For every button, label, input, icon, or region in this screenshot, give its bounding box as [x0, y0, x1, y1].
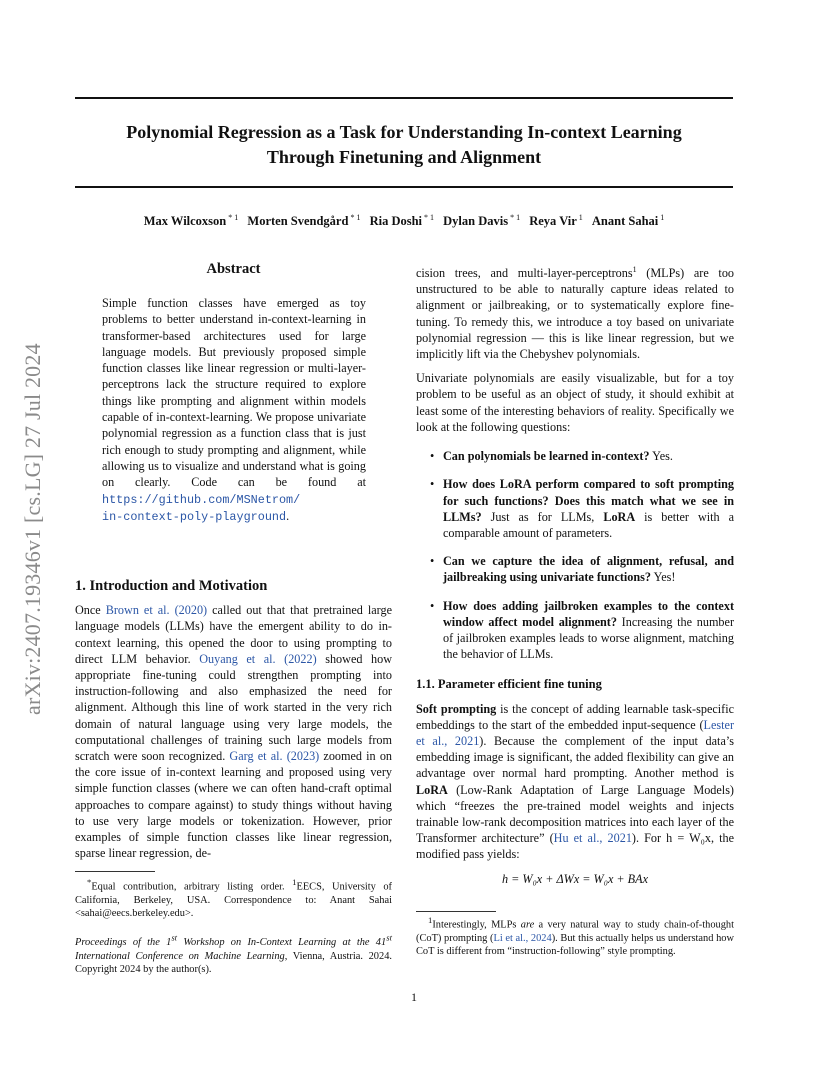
abstract-heading: Abstract [206, 261, 261, 277]
cite-hu[interactable]: Hu et al., 2021 [553, 831, 632, 846]
peft-paragraph: Soft prompting is the concept of adding learnable task-specific embeddings to the start of the embedded input-sequence (Lester et al., 2021). Because the complement of the input data’s embedding image is significant, the added flexibility can give an advantage over normal hard prompting. Another method is LoRA (Low-Rank Adaptation of Large Language Models) which “freezes the pre-trained model weights and injects trainable low-rank decomposition matrices into each layer of the Transformer architecture” (Hu et al., 2021). For h = W₀x, the modified pass yields: [416, 701, 734, 862]
title-line-1: Polynomial Regression as a Task for Understanding In-context Learning [126, 122, 682, 142]
footnote-mlp: $^1$Interestingly, MLPs are a very natural way to study chain-of-thought (CoT) prompting (Li et al., 2024). But this actually helps us understand how CoT is different from “instruction-following” style prompting. [416, 915, 735, 958]
question-4: • How does adding jailbroken examples to the context window affect model alignment? Increasing the number of jailbroken examples leads to worse alignment, matching the behavior of LLMs. [416, 598, 734, 663]
cite-lester[interactable]: Lester et al., 2021 [416, 717, 734, 748]
question-list [416, 448, 734, 662]
abstract-body: Simple function classes have emerged as toy problems to better understand in-context-learning in transformer-based architectures used for large language models. But previously proposed simple function classes like linear regression or multi-layer-perceptrons lack the structure required to explore things like prompting and alignment within models capable of in-context-learning. We propose univariate polynomial regression as a function class that is just rich enough to study prompting and alignment, while allowing us to visualize and understand what is going on clearly. Code can be found at https://github.com/MSNetrom/ in-context-poly-playground. [102, 296, 366, 524]
author-4: Dylan Davis $^{* 1}$ [443, 213, 521, 229]
question-3: • Can we capture the idea of alignment, refusal, and jailbreaking using univariate functions? Yes! [416, 553, 734, 585]
arxiv-stamp: arXiv:2407.19346v1 [cs.LG] 27 Jul 2024 [20, 343, 45, 715]
footnote-proceedings: Proceedings of the 1st Workshop on In-Context Learning at the 41st International Conference on Machine Learning, Vienna, Austria. 2024. Copyright 2024 by the author(s). [75, 932, 392, 976]
cite-garg[interactable]: Garg et al. (2023) [229, 749, 320, 764]
author-5: Reya Vir $^1$ [529, 213, 583, 229]
cite-brown[interactable]: Brown et al. (2020) [105, 603, 208, 618]
author-3: Ria Doshi $^{* 1}$ [369, 213, 435, 229]
footnote-left [75, 876, 392, 977]
footnote-affiliation: *Equal contribution, arbitrary listing order. $^1$EECS, University of California, Berkeley, USA. Correspondence to: Anant Sahai <sahai@eecs.berkeley.edu>. [75, 877, 393, 920]
footnote-right [416, 914, 734, 959]
subsection-heading: 1.1. Parameter efficient fine tuning [416, 677, 602, 692]
author-list [75, 213, 733, 229]
right-paragraph-1: cision trees, and multi-layer-perceptrons$^1$ (MLPs) are too unstructured to be able to naturally capture ideas related to alignment or jailbreaking, or to systematically explore fine-tuning. To remedy this, we introduce a toy based on univariate polynomial regression — this is like linear regression, but we implicitly lift via the Chebyshev polynomials. [416, 265, 735, 362]
cite-ouyang[interactable]: Ouyang et al. (2022) [199, 651, 317, 666]
page-number: 1 [411, 990, 417, 1004]
right-column [416, 262, 734, 887]
intro-paragraph: Once Brown et al. (2020) called out that that pretrained large language models (LLMs) have the emergent ability to do in-context learning, this opened the door to using prompting to direct LLM behavior. Ouyang et al. (2022) showed how appropriate fine-tuning could strengthen prompting into instruction-following and also emphasized the need for alignment. Although this line of work started in the very rich domain of natural language using very large models, the computational challenges of training such large models from scratch were soon recognized. Garg et al. (2023) zoomed in on the core issue of in-context learning and proposed using very simple function classes (where we can often hand-craft optimal approaches to compare against) to study things without having to use very large models or tokenization. However, prior examples of simple function classes like linear regression, sparse linear regression, de- [75, 603, 393, 861]
intro-section [75, 578, 392, 861]
cite-li[interactable]: Li et al., 2024 [493, 932, 552, 944]
question-2: • How does LoRA perform compared to soft prompting for such functions? Does this match what we see in LLMs? Just as for LLMs, LoRA is better with a comparable amount of parameters. [416, 476, 734, 541]
right-paragraph-2: Univariate polynomials are easily visualizable, but for a toy problem to be useful as an object of study, it should exhibit at least some of the interesting behaviors of reality. Specifically we look at the following questions: [416, 371, 734, 434]
question-1: • Can polynomials be learned in-context? Yes. [416, 448, 734, 464]
intro-heading: 1. Introduction and Motivation [75, 578, 268, 594]
author-2: Morten Svendgård $^{* 1}$ [247, 213, 361, 229]
top-rule [75, 97, 733, 99]
author-6: Anant Sahai $^1$ [591, 213, 665, 229]
title-bottom-rule [75, 186, 733, 188]
code-link[interactable]: https://github.com/MSNetrom/ [102, 492, 301, 507]
author-1: Max Wilcoxson $^{* 1}$ [143, 213, 239, 229]
paper-title [75, 120, 733, 170]
title-line-2: Through Finetuning and Alignment [266, 147, 542, 167]
footnote-rule-right [416, 911, 496, 912]
lora-equation: h = W₀x + ΔWx = W₀x + BAx [502, 871, 648, 886]
code-link-cont[interactable]: in-context-poly-playground [102, 509, 287, 524]
footnote-rule-left [75, 871, 155, 872]
